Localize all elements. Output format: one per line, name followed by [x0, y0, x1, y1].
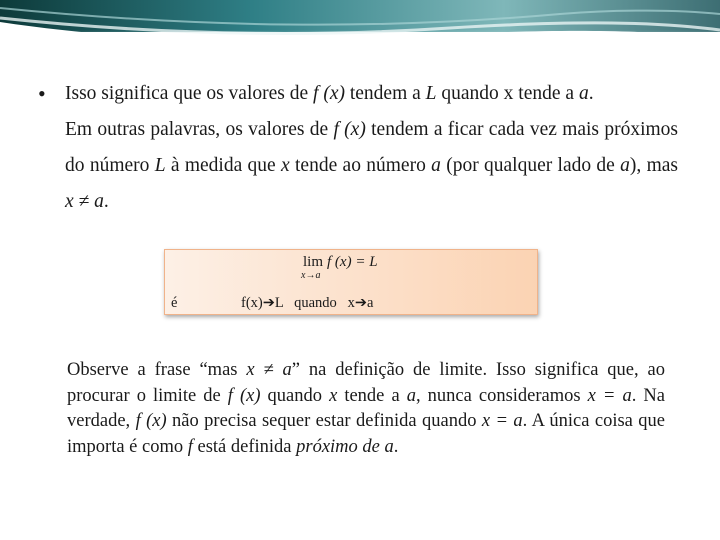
e-word: é: [171, 295, 178, 311]
header-banner: [0, 0, 720, 60]
limit-definition-box: [164, 249, 538, 315]
observation-paragraph: Observe a frase “mas x ≠ a” na definição de limite. Isso significa que, ao procurar o limite de f (x) quando x tende a a, nunca consideramos x = a. Na verdade, f (x) não precisa sequer estar definida quando x = a. A única coisa que importa é como f está definida próximo de a.: [67, 360, 665, 457]
bullet-paragraph: [38, 76, 678, 220]
lim-subscript: x→a: [301, 270, 321, 281]
bullet-dot: •: [38, 81, 46, 106]
lim-expression: f (x) = L: [327, 254, 378, 270]
bullet-line-1: Isso significa que os valores de f (x) tendem a L quando x tende a a.: [65, 83, 594, 104]
lim-symbol: lim: [303, 254, 324, 270]
limit-formula: [301, 254, 378, 281]
arrow-notation: f(x)➔L quando x➔a: [241, 295, 374, 311]
bullet-line-2: Em outras palavras, os valores de f (x) tendem a ficar cada vez mais próximos do número L à medida que x tende ao número a (por qualquer lado de a), mas x ≠ a.: [65, 119, 678, 212]
